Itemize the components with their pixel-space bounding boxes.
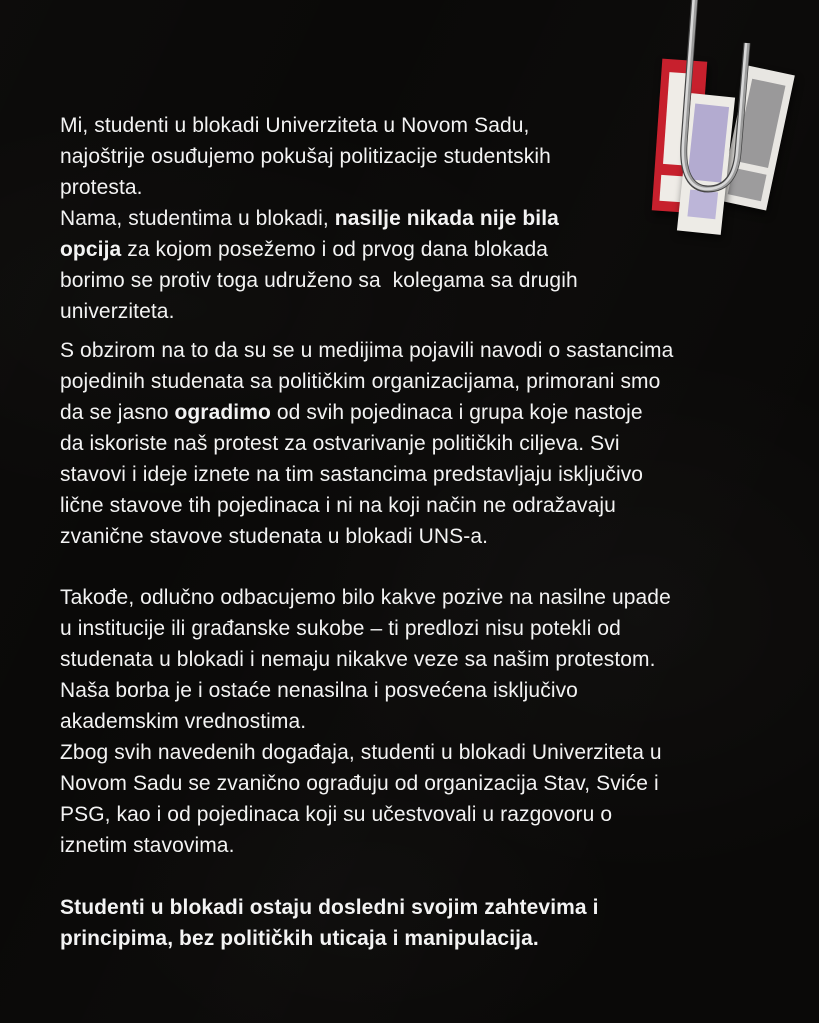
- text-line: iznetim stavovima.: [60, 834, 235, 857]
- text-line: zvanične stavove studenata u blokadi UNS-a.: [60, 525, 489, 548]
- text-line: Mi, studenti u blokadi Univerziteta u Novom Sadu,: [60, 114, 530, 137]
- text-line: lične stavove tih pojedinaca i ni na koji način ne odražavaju: [60, 494, 616, 517]
- decoration-cluster: [600, 0, 819, 260]
- text-line: studenata u blokadi i nemaju nikakve veze sa našim protestom.: [60, 648, 656, 671]
- text-line: S obzirom na to da su se u medijima pojavili navodi o sastancima: [60, 339, 674, 362]
- text-line: da se jasno ogradimo od svih pojedinaca i grupa koje nastoje: [60, 401, 643, 424]
- text-line: univerziteta.: [60, 300, 175, 323]
- text-line: Nama, studentima u blokadi, nasilje nikada nije bila: [60, 207, 559, 230]
- text-line: borimo se protiv toga udruženo sa kolegama sa drugih: [60, 269, 578, 292]
- paragraph: [60, 335, 780, 552]
- text-line: PSG, kao i od pojedinaca koji su učestvovali u razgovoru o: [60, 803, 613, 826]
- text-line: Novom Sadu se zvanično ograđuju od organizacija Stav, Sviće i: [60, 772, 659, 795]
- text-line: Zbog svih navedenih događaja, studenti u blokadi Univerziteta u: [60, 741, 662, 764]
- paragraph: [60, 892, 780, 954]
- paperclip-icon: [600, 0, 819, 250]
- paragraph: [60, 582, 780, 861]
- text-line: Takođe, odlučno odbacujemo bilo kakve pozive na nasilne upade: [60, 586, 671, 609]
- text-line: u institucije ili građanske sukobe – ti predlozi nisu potekli od: [60, 617, 621, 640]
- text-line: da iskoriste naš protest za ostvarivanje političkih ciljeva. Svi: [60, 432, 620, 455]
- text-line: najoštrije osuđujemo pokušaj politizacije studentskih: [60, 145, 551, 168]
- text-line: akademskim vrednostima.: [60, 710, 307, 733]
- text-line: principima, bez političkih uticaja i manipulacija.: [60, 927, 539, 950]
- text-line: protesta.: [60, 176, 143, 199]
- text-line: opcija za kojom posežemo i od prvog dana blokada: [60, 238, 549, 261]
- text-line: stavovi i ideje iznete na tim sastancima predstavljaju isključivo: [60, 463, 644, 486]
- text-line: Naša borba je i ostaće nenasilna i posvećena isključivo: [60, 679, 578, 702]
- text-line: pojedinih studenata sa političkim organizacijama, primorani smo: [60, 370, 661, 393]
- text-line: Studenti u blokadi ostaju dosledni svojim zahtevima i: [60, 896, 599, 919]
